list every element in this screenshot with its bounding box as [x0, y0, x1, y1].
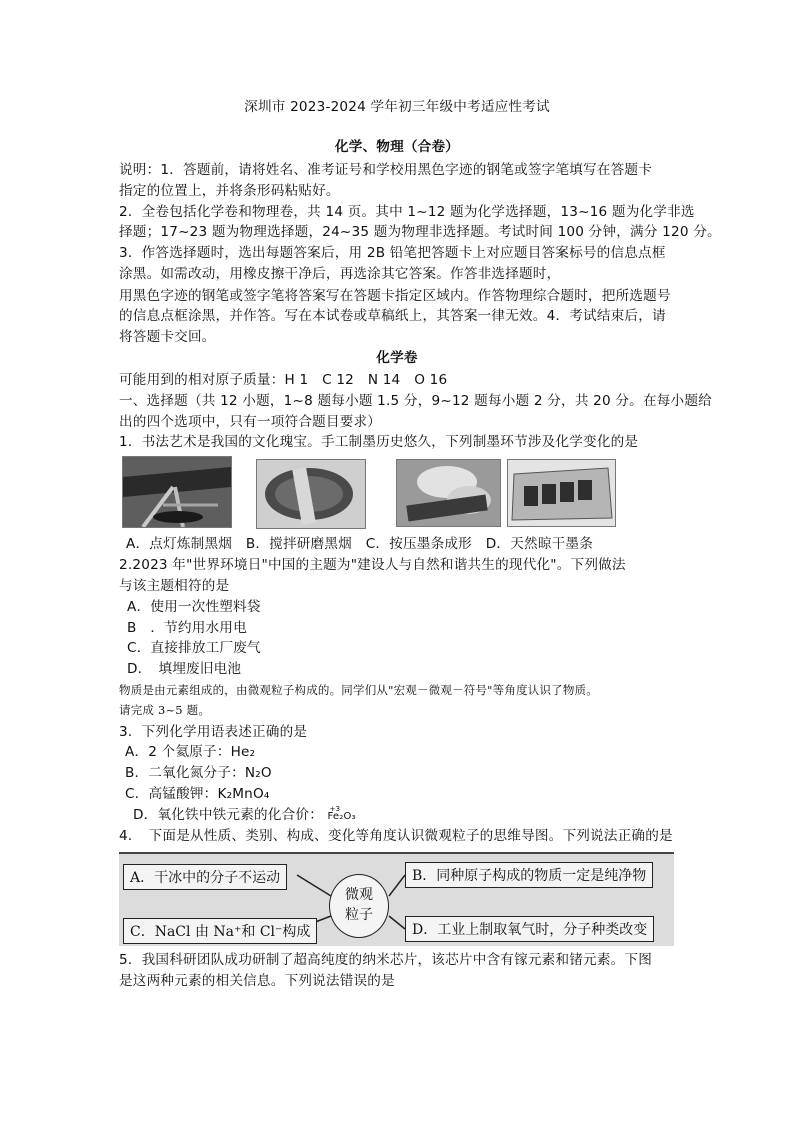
instruction-line: 将答题卡交回。 [119, 329, 216, 345]
question-3-option-a: A．2 个氦原子：He₂ [125, 744, 256, 760]
photo-lamp-smoke-drawing [123, 457, 231, 527]
mind-map-option-c: C．NaCl 由 Na⁺和 Cl⁻构成 [123, 918, 317, 944]
part-one-heading: 出的四个选项中，只有一项符合题目要求） [119, 414, 382, 430]
instruction-line: 用黑色字迹的钢笔或签字笔将答案写在答题卡指定区域内。作答物理综合题时，把所选题号 [119, 288, 671, 304]
question-2-option-c: C．直接排放工厂废气 [127, 640, 261, 656]
atomic-mass-line: 可能用到的相对原子质量：H 1 C 12 N 14 O 16 [119, 372, 448, 388]
question-5-stem: 是这两种元素的相关信息。下列说法错误的是 [119, 973, 395, 989]
mind-map-center-line: 粒子 [345, 907, 373, 923]
photo-lamp-smoke [122, 456, 232, 528]
mind-map-figure [119, 852, 674, 946]
mind-map-option-b: B．同种原子构成的物质一定是纯净物 [405, 862, 653, 888]
valence-mark: +3 [329, 805, 341, 813]
instruction-line: 涂黑。如需改动，用橡皮擦干净后，再选涂其它答案。作答非选择题时， [119, 266, 561, 282]
question-3-option-b: B．二氧化氮分子：N₂O [125, 765, 272, 781]
intro-3-5: 物质是由元素组成的，由微观粒子构成的。同学们从"宏观－微观－符号"等角度认识了物质。 [119, 683, 598, 697]
photo-drying-ink-sticks-drawing [508, 460, 615, 526]
question-1-options: A．点灯炼制黑烟 B．搅拌研磨黑烟 C．按压墨条成形 D．天然晾干墨条 [126, 536, 593, 552]
question-2-stem: 2.2023 年"世界环境日"中国的主题为"建设人与自然和谐共生的现代化"。下列做法 [119, 557, 626, 573]
question-2-option-d: D． 填埋废旧电池 [127, 661, 242, 677]
instruction-line: 说明：1．答题前，请将姓名、准考证号和学校用黑色字迹的钢笔或签字笔填写在答题卡 [119, 162, 653, 178]
photo-drying-ink-sticks [507, 459, 616, 527]
question-5-stem: 5．我国科研团队成功研制了超高纯度的纳米芯片，该芯片中含有镓元素和锗元素。下图 [119, 952, 653, 968]
mind-map-center [329, 874, 389, 938]
photo-grinding-smoke-drawing [257, 460, 365, 528]
question-1-stem: 1．书法艺术是我国的文化瑰宝。手工制墨历史悠久，下列制墨环节涉及化学变化的是 [119, 434, 639, 450]
question-4-stem: 4． 下面是从性质、类别、构成、变化等角度认识微观粒子的思维导图。下列说法正确的是 [119, 828, 673, 844]
question-3-option-d-text: D．氧化铁中铁元素的化合价： [133, 807, 323, 823]
intro-3-5: 请完成 3~5 题。 [119, 703, 211, 717]
instruction-line: 指定的位置上，并将条形码粘贴好。 [119, 183, 340, 199]
photo-pressing-ink-stick [396, 459, 501, 527]
question-2-stem: 与该主题相符的是 [119, 578, 230, 594]
part-one-heading: 一、选择题（共 12 小题，1~8 题每小题 1.5 分，9~12 题每小题 2 分，共 20 分。在每小题给 [119, 393, 712, 409]
mind-map-center-line: 微观 [345, 887, 373, 903]
photo-pressing-ink-stick-drawing [397, 460, 500, 526]
fe2o3-formula: Fe₂O₃ [327, 811, 356, 822]
valence-formula [328, 807, 356, 827]
instruction-line: 2．全卷包括化学卷和物理卷，共 14 页。其中 1~12 题为化学选择题，13~16 题为化学非选 [119, 204, 695, 220]
exam-title: 深圳市 2023-2024 学年初三年级中考适应性考试 [244, 99, 550, 115]
instruction-line: 择题；17~23 题为物理选择题，24~35 题为物理非选择题。考试时间 100 分钟，满分 120 分。 [119, 224, 721, 240]
section-title: 化学卷 [376, 350, 418, 366]
exam-subtitle: 化学、物理（合卷） [334, 139, 460, 155]
photo-grinding-smoke [256, 459, 366, 529]
question-2-option-a: A．使用一次性塑料袋 [127, 599, 261, 615]
mind-map-option-d: D．工业上制取氧气时，分子种类改变 [405, 916, 654, 942]
question-3-stem: 3．下列化学用语表述正确的是 [119, 724, 308, 740]
mind-map-option-a: A．干冰中的分子不运动 [123, 864, 287, 890]
instruction-line: 的信息点框涂黑，并作答。写在本试卷或草稿纸上，其答案一律无效。4．考试结束后，请 [119, 308, 666, 324]
instruction-line: 3．作答选择题时，选出每题答案后，用 2B 铅笔把答题卡上对应题目答案标号的信息点框 [119, 245, 666, 261]
question-3-option-c: C．高锰酸钾：K₂MnO₄ [125, 786, 270, 802]
question-3-option-d [133, 805, 356, 827]
question-2-option-b: B ．节约用水用电 [127, 620, 247, 636]
